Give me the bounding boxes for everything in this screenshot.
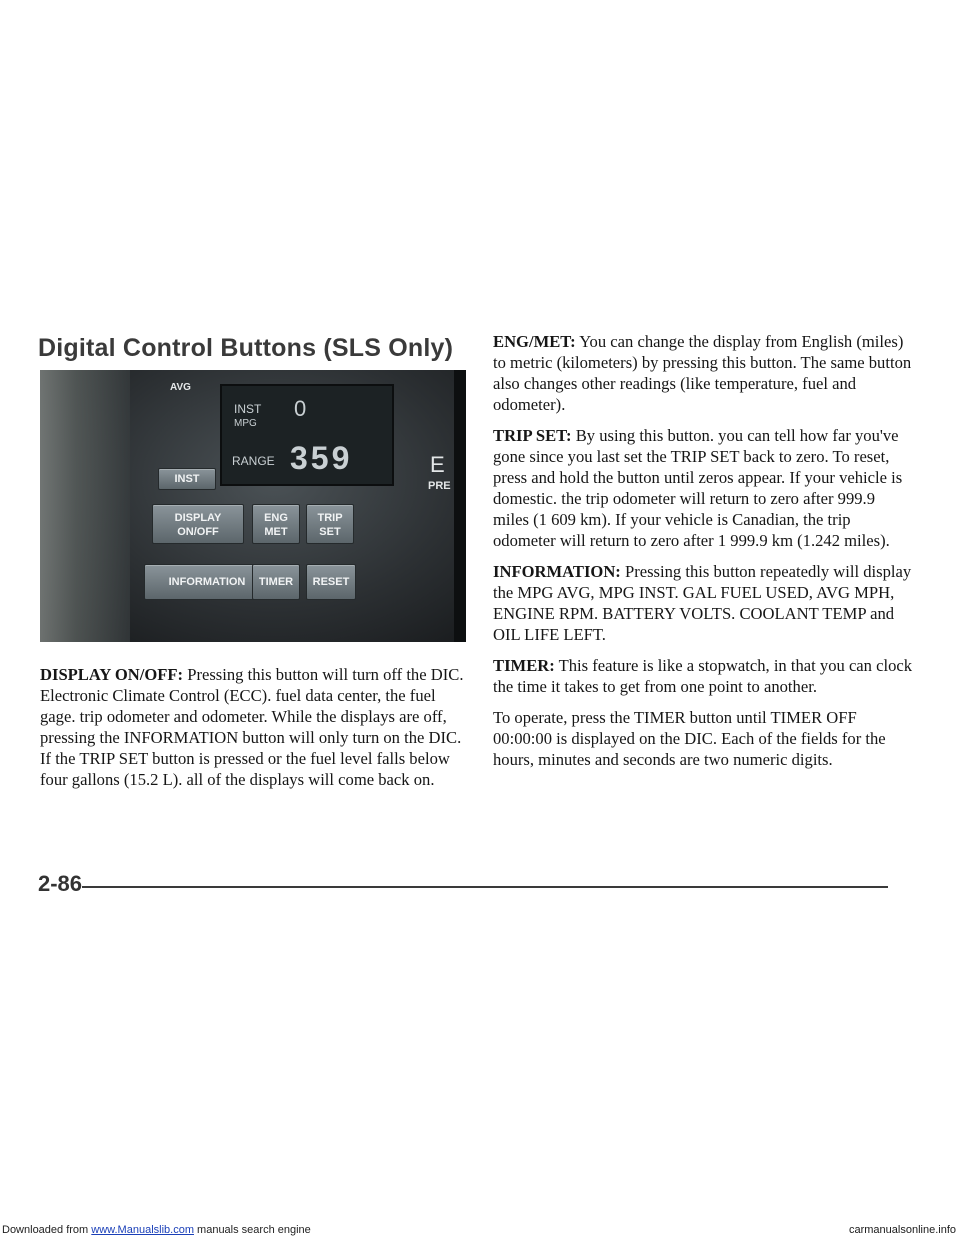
eng-met-term: ENG/MET:: [493, 332, 576, 351]
lcd-range-label: RANGE: [232, 454, 275, 468]
timer-term: TIMER:: [493, 656, 555, 675]
trip-set-button[interactable]: TRIP SET: [306, 504, 354, 544]
edge-e-label: E: [430, 452, 445, 477]
timer-operate-description: To operate, press the TIMER button until TIMER OFF 00:00:00 is displayed on the DIC. Each of the fields for the hours, minutes and seconds are two numeric digits.: [493, 708, 886, 769]
trip-set-term: TRIP SET:: [493, 426, 572, 445]
lcd-mpg-label: MPG: [234, 418, 257, 429]
lcd-display: [220, 384, 394, 486]
information-description: [493, 561, 913, 645]
lcd-small-value: 0: [294, 396, 307, 421]
edge-pre-label: PRE: [428, 480, 451, 492]
avg-label: AVG: [170, 382, 191, 393]
display-on-off-button[interactable]: DISPLAY ON/OFF: [152, 504, 244, 544]
eng-met-description: [493, 331, 913, 415]
page-number: 2-86: [38, 871, 83, 896]
footer-rule: [82, 886, 888, 888]
lcd-inst-label: INST: [234, 402, 262, 416]
eng-met-button[interactable]: ENG MET: [252, 504, 300, 544]
manualslib-link[interactable]: www.Manualslib.com: [91, 1224, 194, 1236]
timer-button[interactable]: TIMER: [252, 564, 300, 600]
download-footer: [2, 1224, 311, 1236]
reset-button[interactable]: RESET: [306, 564, 356, 600]
trip-set-description: [493, 425, 913, 551]
right-column: [493, 331, 913, 770]
timer-description: [493, 655, 913, 697]
display-on-off-term: DISPLAY ON/OFF:: [40, 665, 184, 684]
watermark-site: carmanualsonline.info: [848, 1224, 956, 1236]
information-button[interactable]: INFORMATION: [144, 564, 270, 600]
panel-bezel: [40, 370, 130, 642]
eng-met-text: You can change the display from English (miles) to metric (kilometers) by pressing this button. The same button also changes other readings (like temperature, fuel and odometer).: [493, 332, 912, 414]
footer-suffix: manuals search engine: [193, 1224, 311, 1236]
footer-prefix: Downloaded from: [2, 1224, 92, 1236]
inst-button[interactable]: INST: [158, 468, 216, 490]
information-text: Pressing this button repeatedly will display the MPG AVG, MPG INST. GAL FUEL USED, AVG MPH, ENGINE RPM. BATTERY VOLTS. COOLANT TEMP and OIL LIFE LEFT.: [493, 562, 912, 644]
information-term: INFORMATION:: [493, 562, 621, 581]
trip-set-text: By using this button. you can tell how far you've gone since you last set the TRIP SET back to zero. To reset, press and hold the button until zeros appear. If your vehicle is domestic. the trip odometer will return to zero after 999.9 miles (1 609 km). If your vehicle is Canadian, the trip odometer will return to zero after 1 999.9 km (1.242 miles).: [493, 426, 903, 550]
lcd-range-value: 359: [290, 440, 353, 476]
display-on-off-text: Pressing this button will turn off the DIC. Electronic Climate Control (ECC). fuel data center, the fuel gage. trip odometer and odometer. While the displays are off, pressing the INFORMATION button will only turn on the DIC. If the TRIP SET button is pressed or the fuel level falls below four gallons (15.2 L). all of the displays will come back on.: [40, 665, 464, 789]
dic-control-panel-photo: [40, 370, 466, 642]
timer-text: This feature is like a stopwatch, in that you can clock the time it takes to get from one point to another.: [493, 656, 913, 696]
page-title: Digital Control Buttons (SLS Only): [38, 334, 454, 362]
photo-dark-edge: [454, 370, 466, 642]
display-on-off-description: [40, 664, 464, 790]
left-column: [40, 664, 464, 790]
